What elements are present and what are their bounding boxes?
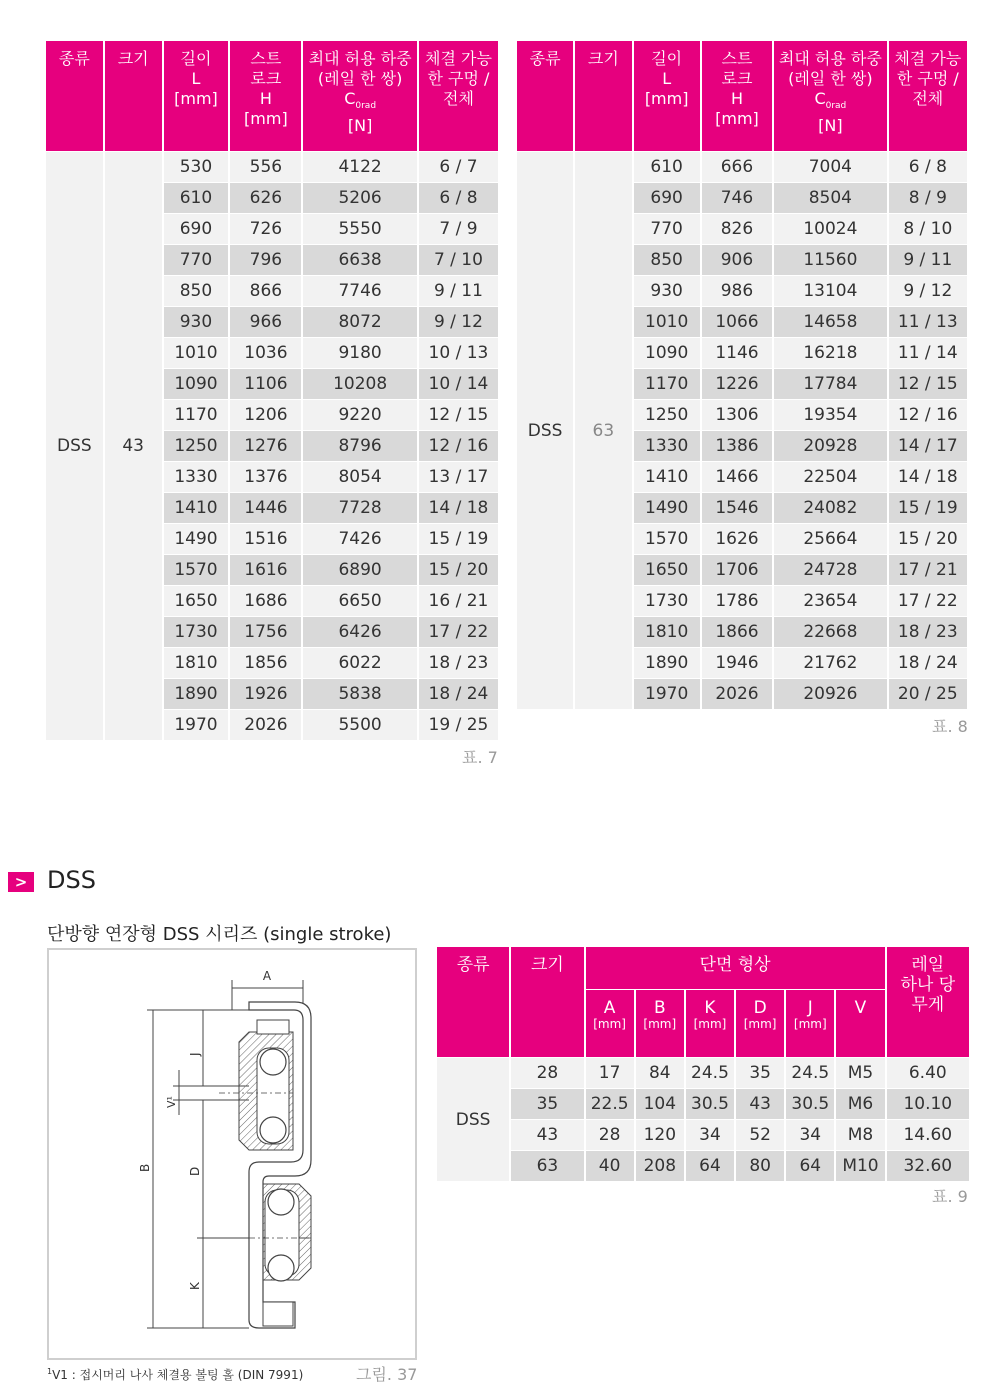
table-cell: 30.5	[686, 1089, 734, 1119]
table-cell: 626	[230, 183, 301, 213]
table-cell: 770	[634, 214, 700, 244]
table-8	[515, 40, 969, 710]
table-cell: 9 / 12	[419, 307, 498, 337]
dim-label-j: J	[188, 1052, 202, 1056]
table-cell: 16 / 21	[419, 586, 498, 616]
table-cell: 24.5	[686, 1058, 734, 1088]
col-header-text: 크기	[587, 49, 619, 68]
table-cell: 1650	[164, 586, 229, 616]
col-header	[702, 41, 772, 151]
table-cell: 104	[636, 1089, 684, 1119]
dim-label-d: D	[188, 1166, 202, 1176]
table-cell: 15 / 20	[419, 555, 498, 585]
table-cell: 208	[636, 1151, 684, 1181]
load-symbol: C	[344, 89, 356, 108]
table-cell: 13104	[774, 276, 887, 306]
table-cell: 5838	[303, 679, 417, 709]
table-cell: 1090	[164, 369, 229, 399]
table-cell: 8 / 9	[889, 183, 967, 213]
table-cell: 1756	[230, 617, 301, 647]
table-cell: 18 / 23	[419, 648, 498, 678]
table-cell: 850	[634, 245, 700, 275]
table-cell: 1206	[230, 400, 301, 430]
table-cell: 20928	[774, 431, 887, 461]
table-cell: 1650	[634, 555, 700, 585]
dim-label-k: K	[188, 1282, 202, 1290]
table-cell: 1226	[702, 369, 772, 399]
rail-cross-section-drawing	[49, 950, 415, 1358]
table-8-caption: 표. 8	[932, 717, 968, 736]
table-cell: 25664	[774, 524, 887, 554]
table-cell: 7 / 9	[419, 214, 498, 244]
col-header-text: 종류	[529, 49, 561, 68]
table-cell: 930	[634, 276, 700, 306]
table-cell: 5206	[303, 183, 417, 213]
type-cell: DSS	[46, 152, 103, 740]
table-cell: 11 / 14	[889, 338, 967, 368]
table-cell: 666	[702, 152, 772, 182]
table-cell: 40	[586, 1151, 634, 1181]
weight-header-text: 레일 하나 당 무게	[900, 955, 956, 1015]
table-cell: 35	[511, 1089, 583, 1119]
table-cell: 24728	[774, 555, 887, 585]
table-cell: 1250	[634, 400, 700, 430]
table-cell: 866	[230, 276, 301, 306]
table-cell: 11 / 13	[889, 307, 967, 337]
table-cell: 770	[164, 245, 229, 275]
table-cell: 1516	[230, 524, 301, 554]
table-cell: 6 / 8	[419, 183, 498, 213]
table-row	[517, 152, 967, 182]
type-cell: DSS	[517, 152, 573, 709]
dim-header-unit: [mm]	[743, 1017, 777, 1032]
load-subscript: 0rad	[355, 101, 377, 112]
col-header-text: 크기	[117, 49, 149, 68]
table-cell: 16218	[774, 338, 887, 368]
dim-header-k	[686, 990, 734, 1057]
table-cell: 22.5	[586, 1089, 634, 1119]
table-cell: M6	[836, 1089, 884, 1119]
table-cell: 1066	[702, 307, 772, 337]
table-cell: 850	[164, 276, 229, 306]
col-header-section: 단면 형상	[586, 947, 885, 989]
table-cell: 1276	[230, 431, 301, 461]
table-cell: 746	[702, 183, 772, 213]
col-header-size: 크기	[511, 947, 583, 1057]
table-cell: 610	[164, 183, 229, 213]
table-cell: 1730	[634, 586, 700, 616]
table-cell: 35	[736, 1058, 784, 1088]
table-cell: 10024	[774, 214, 887, 244]
table-cell: 1036	[230, 338, 301, 368]
figure-37-caption: 그림. 37	[356, 1365, 418, 1384]
table-cell: 906	[702, 245, 772, 275]
dim-header-name: B	[653, 998, 666, 1019]
table-cell: M10	[836, 1151, 884, 1181]
table-cell: 63	[511, 1151, 583, 1181]
col-header-weight	[887, 947, 969, 1057]
table-cell: 14658	[774, 307, 887, 337]
table-cell: 1616	[230, 555, 301, 585]
table-cell: 120	[636, 1120, 684, 1150]
col-header	[46, 41, 103, 151]
table-row	[437, 1089, 969, 1119]
dim-header-name: D	[753, 998, 767, 1019]
table-cell: 2026	[230, 710, 301, 740]
table-cell: 43	[736, 1089, 784, 1119]
dim-header-name: J	[807, 998, 813, 1019]
table-row	[437, 1120, 969, 1150]
size-cell: 63	[575, 152, 631, 709]
table-cell: 8504	[774, 183, 887, 213]
cross-section-figure	[47, 948, 417, 1360]
table-cell: 23654	[774, 586, 887, 616]
dim-header-j	[786, 990, 834, 1057]
table-cell: M5	[836, 1058, 884, 1088]
table-cell: 21762	[774, 648, 887, 678]
table-cell: 8796	[303, 431, 417, 461]
table-cell: 8072	[303, 307, 417, 337]
dim-header-unit: [mm]	[643, 1017, 677, 1032]
table-cell: 1890	[164, 679, 229, 709]
table-cell: 986	[702, 276, 772, 306]
table-cell: 17	[586, 1058, 634, 1088]
dim-header-unit: [mm]	[593, 1017, 626, 1032]
table-cell: 20 / 25	[889, 679, 967, 709]
table-row	[437, 1058, 969, 1088]
dim-label-a: A	[262, 969, 272, 983]
table-cell: 5550	[303, 214, 417, 244]
table-cell: 15 / 20	[889, 524, 967, 554]
table-cell: 28	[511, 1058, 583, 1088]
table-cell: 22668	[774, 617, 887, 647]
table-cell: 7746	[303, 276, 417, 306]
table-cell: 1250	[164, 431, 229, 461]
load-unit: [N]	[347, 116, 373, 136]
dim-header-unit: [mm]	[693, 1017, 727, 1032]
table-cell: 14 / 17	[889, 431, 967, 461]
footnote	[47, 1366, 303, 1383]
table-7	[44, 40, 500, 741]
table-cell: 1410	[634, 462, 700, 492]
table-cell: 8 / 10	[889, 214, 967, 244]
table-cell: 6022	[303, 648, 417, 678]
table-cell: 12 / 15	[889, 369, 967, 399]
col-header	[230, 41, 301, 151]
dim-label-b: B	[138, 1163, 152, 1172]
table-cell: 9180	[303, 338, 417, 368]
table-cell: 1010	[634, 307, 700, 337]
footnote-mark: 1	[47, 1367, 53, 1376]
table-cell: 1170	[634, 369, 700, 399]
table-cell: 7004	[774, 152, 887, 182]
table-cell: 24.5	[786, 1058, 834, 1088]
table-cell: 1970	[164, 710, 229, 740]
table-cell: 1146	[702, 338, 772, 368]
table-cell: 10 / 13	[419, 338, 498, 368]
load-unit: [N]	[818, 116, 843, 136]
table-cell: 7426	[303, 524, 417, 554]
table-cell: 14 / 18	[419, 493, 498, 523]
table-cell: 18 / 24	[889, 648, 967, 678]
col-header	[889, 41, 967, 151]
table-cell: 2026	[702, 679, 772, 709]
col-header-text: 스트 로크 H [mm]	[244, 49, 288, 128]
table-cell: 17784	[774, 369, 887, 399]
table-cell: 1686	[230, 586, 301, 616]
table-cell: 6638	[303, 245, 417, 275]
table-cell: 19 / 25	[419, 710, 498, 740]
col-header-text: 종류	[58, 49, 90, 68]
dim-header-d	[736, 990, 784, 1057]
col-header-text: 최대 허용 하중 (레일 한 쌍)	[778, 49, 882, 88]
table-cell: 1626	[702, 524, 772, 554]
table-cell: 1410	[164, 493, 229, 523]
table-9-caption: 표. 9	[932, 1187, 968, 1206]
col-header	[105, 41, 162, 151]
table-cell: 826	[702, 214, 772, 244]
table-cell: 6890	[303, 555, 417, 585]
dim-header-unit: [mm]	[793, 1017, 827, 1032]
table-cell: 6650	[303, 586, 417, 616]
table-cell: 796	[230, 245, 301, 275]
table-cell: 10208	[303, 369, 417, 399]
table-cell: 32.60	[887, 1151, 969, 1181]
table-cell: 22504	[774, 462, 887, 492]
table-cell: 1376	[230, 462, 301, 492]
table-cell: 17 / 22	[889, 586, 967, 616]
table-cell: 1090	[634, 338, 700, 368]
table-cell: 18 / 23	[889, 617, 967, 647]
table-cell: 13 / 17	[419, 462, 498, 492]
table-cell: 1856	[230, 648, 301, 678]
table-cell: 7 / 10	[419, 245, 498, 275]
col-header	[164, 41, 229, 151]
table-cell: 1330	[164, 462, 229, 492]
table-cell: 1466	[702, 462, 772, 492]
dim-label-v: V¹	[165, 1096, 178, 1108]
table-cell: 1386	[702, 431, 772, 461]
table-cell: 64	[686, 1151, 734, 1181]
table-cell: 12 / 16	[419, 431, 498, 461]
table-cell: 30.5	[786, 1089, 834, 1119]
col-header-text: 최대 허용 하중 (레일 한 쌍)	[308, 49, 412, 88]
table-cell: 43	[511, 1120, 583, 1150]
table-cell: 5500	[303, 710, 417, 740]
type-cell: DSS	[437, 1058, 509, 1181]
table-row	[437, 1151, 969, 1181]
col-header	[419, 41, 498, 151]
table-cell: 690	[164, 214, 229, 244]
dim-header-name: K	[704, 998, 716, 1019]
col-header-text: 체결 가능 한 구멍 / 전체	[894, 49, 962, 108]
table-cell: 1890	[634, 648, 700, 678]
col-header	[774, 41, 887, 151]
col-header	[634, 41, 700, 151]
table-cell: 52	[736, 1120, 784, 1150]
table-cell: 18 / 24	[419, 679, 498, 709]
table-cell: 530	[164, 152, 229, 182]
col-header	[575, 41, 631, 151]
table-cell: 84	[636, 1058, 684, 1088]
size-cell: 43	[105, 152, 162, 740]
table-row	[46, 152, 498, 182]
table-cell: M8	[836, 1120, 884, 1150]
table-cell: 7728	[303, 493, 417, 523]
table-cell: 14.60	[887, 1120, 969, 1150]
dim-header-name: V	[854, 998, 867, 1019]
table-cell: 1170	[164, 400, 229, 430]
table-cell: 9 / 11	[419, 276, 498, 306]
table-cell: 12 / 16	[889, 400, 967, 430]
table-cell: 1490	[164, 524, 229, 554]
table-9	[435, 946, 971, 1182]
table-cell: 1810	[634, 617, 700, 647]
dim-header-v	[836, 990, 884, 1057]
table-cell: 12 / 15	[419, 400, 498, 430]
table-cell: 15 / 19	[889, 493, 967, 523]
table-cell: 610	[634, 152, 700, 182]
load-symbol: C	[814, 89, 826, 108]
table-cell: 6426	[303, 617, 417, 647]
table-cell: 1490	[634, 493, 700, 523]
col-header-text: 길이 L [mm]	[174, 49, 218, 108]
col-header	[517, 41, 573, 151]
table-cell: 6 / 8	[889, 152, 967, 182]
table-cell: 1810	[164, 648, 229, 678]
table-cell: 6 / 7	[419, 152, 498, 182]
table-cell: 1570	[634, 524, 700, 554]
table-cell: 11560	[774, 245, 887, 275]
table-cell: 28	[586, 1120, 634, 1150]
table-cell: 1786	[702, 586, 772, 616]
table-header-row	[437, 947, 969, 989]
table-cell: 9 / 12	[889, 276, 967, 306]
table-cell: 34	[786, 1120, 834, 1150]
section-title: DSS	[47, 866, 96, 894]
table-cell: 17 / 21	[889, 555, 967, 585]
dim-header-a	[586, 990, 634, 1057]
table-cell: 1306	[702, 400, 772, 430]
table-cell: 930	[164, 307, 229, 337]
load-subscript: 0rad	[825, 101, 847, 112]
table-cell: 10 / 14	[419, 369, 498, 399]
section-arrow-icon: >	[8, 872, 34, 892]
table-cell: 1706	[702, 555, 772, 585]
table-7-caption: 표. 7	[462, 748, 498, 767]
footnote-text: V1 : 접시머리 나사 체결용 볼팅 홀 (DIN 7991)	[52, 1368, 304, 1382]
table-cell: 9 / 11	[889, 245, 967, 275]
subheading: 단방향 연장형 DSS 시리즈 (single stroke)	[47, 924, 392, 945]
table-cell: 1730	[164, 617, 229, 647]
table-cell: 1446	[230, 493, 301, 523]
table-header-row	[517, 41, 967, 151]
table-cell: 1926	[230, 679, 301, 709]
table-cell: 966	[230, 307, 301, 337]
dim-header-name: A	[603, 998, 616, 1019]
col-header-text: 길이 L [mm]	[644, 49, 689, 108]
table-header-row	[46, 41, 498, 151]
table-cell: 1106	[230, 369, 301, 399]
table-cell: 34	[686, 1120, 734, 1150]
table-cell: 1546	[702, 493, 772, 523]
table-cell: 690	[634, 183, 700, 213]
table-cell: 24082	[774, 493, 887, 523]
table-cell: 726	[230, 214, 301, 244]
table-cell: 19354	[774, 400, 887, 430]
col-header-type: 종류	[437, 947, 509, 1057]
table-cell: 15 / 19	[419, 524, 498, 554]
table-cell: 1010	[164, 338, 229, 368]
table-cell: 556	[230, 152, 301, 182]
table-cell: 1330	[634, 431, 700, 461]
table-cell: 20926	[774, 679, 887, 709]
table-cell: 1570	[164, 555, 229, 585]
table-cell: 80	[736, 1151, 784, 1181]
table-cell: 6.40	[887, 1058, 969, 1088]
table-cell: 4122	[303, 152, 417, 182]
col-header	[303, 41, 417, 151]
table-cell: 9220	[303, 400, 417, 430]
col-header-text: 스트 로크 H [mm]	[715, 49, 759, 128]
table-cell: 1970	[634, 679, 700, 709]
table-cell: 10.10	[887, 1089, 969, 1119]
table-cell: 14 / 18	[889, 462, 967, 492]
table-cell: 8054	[303, 462, 417, 492]
col-header-text: 체결 가능 한 구멍 / 전체	[424, 49, 492, 108]
table-cell: 1946	[702, 648, 772, 678]
dim-header-b	[636, 990, 684, 1057]
table-cell: 1866	[702, 617, 772, 647]
table-cell: 64	[786, 1151, 834, 1181]
table-cell: 17 / 22	[419, 617, 498, 647]
